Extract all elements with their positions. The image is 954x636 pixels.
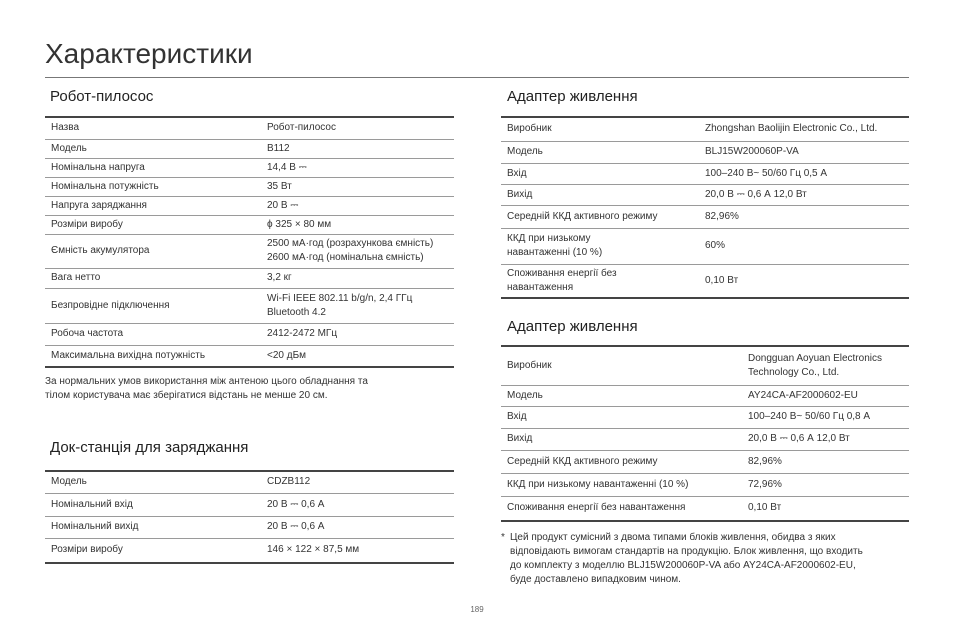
- page-title: Характеристики: [45, 38, 253, 69]
- table-row: [45, 234, 454, 268]
- row-label: [501, 264, 699, 298]
- table-row: [501, 346, 909, 385]
- footnote-line: відповідають вимогам стандартів на продукцію. Блок живлення, що входить: [510, 546, 863, 557]
- row-label: Вихід: [501, 428, 742, 450]
- row-label: Безпровідне підключення: [45, 288, 261, 323]
- row-label: ККД при низькому навантаженні (10 %): [501, 473, 742, 496]
- row-value: BLJ15W200060P-VA: [699, 141, 909, 163]
- row-value: 3,2 кг: [261, 268, 454, 288]
- row-value-line: Bluetooth 4.2: [267, 306, 326, 318]
- row-label: Споживання енергії без навантаження: [501, 496, 742, 521]
- footnote-line: Цей продукт сумісний з двома типами блоків живлення, обидва з яких: [510, 532, 836, 543]
- row-label: Напруга заряджання: [45, 196, 261, 215]
- row-label: Номінальна напруга: [45, 158, 261, 177]
- table-row: [45, 196, 454, 215]
- row-label: Робоча частота: [45, 323, 261, 345]
- row-value: 72,96%: [742, 473, 909, 496]
- row-value: ϕ 325 × 80 мм: [261, 215, 454, 234]
- row-value: B112: [261, 139, 454, 158]
- table-row: [501, 141, 909, 163]
- table-row: [501, 264, 909, 298]
- row-value: 60%: [699, 228, 909, 264]
- row-value: 0,10 Вт: [699, 264, 909, 298]
- table-row: [45, 158, 454, 177]
- table-row: [45, 268, 454, 288]
- row-label-line: навантаження: [507, 281, 574, 293]
- row-value-line: 2500 мА·год (розрахункова ємність): [267, 238, 434, 249]
- title-divider: [45, 77, 909, 78]
- row-value: Робот-пилосос: [261, 117, 454, 139]
- table-row: [45, 493, 454, 516]
- row-value: 82,96%: [699, 205, 909, 228]
- footnote-line: буде доставлено випадковим чином.: [510, 574, 681, 585]
- row-value: 100–240 В~ 50/60 Гц 0,5 А: [699, 163, 909, 184]
- table-row: [45, 288, 454, 323]
- row-value: <20 дБм: [261, 345, 454, 367]
- row-label: Середній ККД активного режиму: [501, 450, 742, 473]
- row-label: Модель: [501, 385, 742, 406]
- row-label: Максимальна вихідна потужність: [45, 345, 261, 367]
- table-row: [45, 139, 454, 158]
- table-row: [501, 117, 909, 141]
- row-label-line: ККД при низькому: [507, 233, 591, 244]
- row-value: Zhongshan Baolijin Electronic Co., Ltd.: [699, 117, 909, 141]
- table-row: [501, 496, 909, 521]
- row-label: Вхід: [501, 163, 699, 184]
- row-value: 20 В ⎓ 0,6 А: [261, 516, 454, 538]
- table-row: [501, 428, 909, 450]
- table-row: [501, 228, 909, 264]
- row-label-line: Споживання енергії без: [507, 267, 617, 279]
- row-value: 20 В ⎓ 0,6 А: [261, 493, 454, 516]
- row-value: [261, 288, 454, 323]
- row-label: Виробник: [501, 117, 699, 141]
- footnote-marker: *: [501, 532, 505, 543]
- table-row: [45, 538, 454, 563]
- row-label: Розміри виробу: [45, 215, 261, 234]
- row-label: Вага нетто: [45, 268, 261, 288]
- row-value: 146 × 122 × 87,5 мм: [261, 538, 454, 563]
- table-row: [45, 177, 454, 196]
- compatibility-footnote: [501, 531, 909, 587]
- note-line: За нормальних умов використання між антеною цього обладнання та: [45, 376, 368, 387]
- row-label-line: навантаженні (10 %): [507, 247, 603, 258]
- table-row: [501, 473, 909, 496]
- row-label: Розміри виробу: [45, 538, 261, 563]
- robot-section-title: Робот-пилосос: [50, 88, 154, 105]
- row-label: Модель: [45, 471, 261, 493]
- row-label: Номінальний вхід: [45, 493, 261, 516]
- table-row: [501, 450, 909, 473]
- table-row: [501, 205, 909, 228]
- row-value: 20,0 В ⎓ 0,6 А 12,0 Вт: [699, 184, 909, 205]
- row-label: Номінальна потужність: [45, 177, 261, 196]
- row-value-line: Dongguan Aoyuan Electronics: [748, 352, 882, 364]
- row-value: 2412-2472 МГц: [261, 323, 454, 345]
- table-row: [45, 117, 454, 139]
- row-value: [742, 346, 909, 385]
- row-value-line: Technology Co., Ltd.: [748, 366, 840, 378]
- dock-spec-table: [45, 470, 454, 564]
- antenna-note: [45, 375, 454, 403]
- row-label: Ємність акумулятора: [45, 234, 261, 268]
- table-row: [501, 406, 909, 428]
- adapter2-spec-table: [501, 345, 909, 522]
- row-label: Модель: [45, 139, 261, 158]
- table-row: [501, 184, 909, 205]
- note-line: тілом користувача має зберігатися відстань не менше 20 см.: [45, 390, 328, 401]
- row-value: 100–240 В~ 50/60 Гц 0,8 А: [742, 406, 909, 428]
- row-value: [261, 234, 454, 268]
- adapter2-section-title: Адаптер живлення: [507, 318, 638, 335]
- table-row: [501, 385, 909, 406]
- row-value: 82,96%: [742, 450, 909, 473]
- row-value-line: Wi-Fi IEEE 802.11 b/g/n, 2,4 ГГц: [267, 292, 413, 304]
- row-label: Вихід: [501, 184, 699, 205]
- row-value: 20 В ⎓: [261, 196, 454, 215]
- row-value: CDZB112: [261, 471, 454, 493]
- row-label: Виробник: [501, 346, 742, 385]
- row-label: [501, 228, 699, 264]
- row-label: Середній ККД активного режиму: [501, 205, 699, 228]
- adapter1-section-title: Адаптер живлення: [507, 88, 638, 105]
- row-value: 20,0 В ⎓ 0,6 А 12,0 Вт: [742, 428, 909, 450]
- row-value-line: 2600 мА·год (номінальна ємність): [267, 252, 424, 263]
- row-label: Назва: [45, 117, 261, 139]
- row-label: Номінальний вихід: [45, 516, 261, 538]
- table-row: [501, 163, 909, 184]
- row-label: Вхід: [501, 406, 742, 428]
- footnote-line: до комплекту з моделлю BLJ15W200060P-VA або AY24CA-AF2000602-EU,: [510, 560, 856, 571]
- table-row: [45, 345, 454, 367]
- dock-section-title: Док-станція для заряджання: [50, 439, 249, 456]
- adapter1-spec-table: [501, 116, 909, 299]
- row-value: AY24CA-AF2000602-EU: [742, 385, 909, 406]
- table-row: [45, 215, 454, 234]
- robot-spec-table: [45, 116, 454, 368]
- row-value: 0,10 Вт: [742, 496, 909, 521]
- page-number: 189: [470, 605, 484, 614]
- row-value: 35 Вт: [261, 177, 454, 196]
- table-row: [45, 323, 454, 345]
- table-row: [45, 471, 454, 493]
- row-label: Модель: [501, 141, 699, 163]
- table-row: [45, 516, 454, 538]
- row-value: 14,4 В ⎓: [261, 158, 454, 177]
